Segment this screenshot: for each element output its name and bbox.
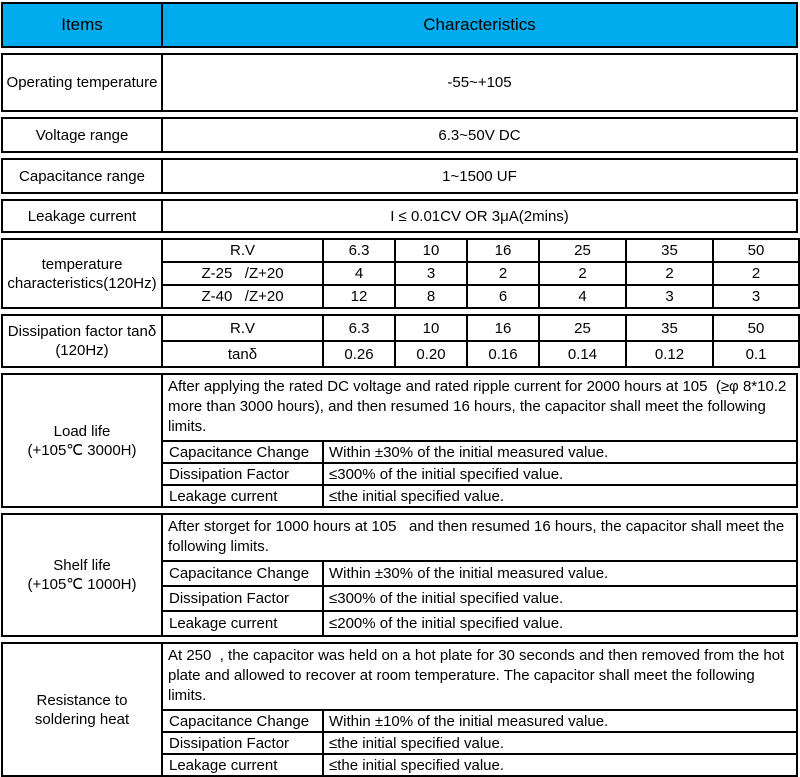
section-label-line2: (+105℃ 3000H): [27, 441, 137, 459]
grid-cell: 35: [626, 239, 713, 262]
test-description: After applying the rated DC voltage and rated ripple current for 2000 hours at 105 (≥φ 8*10.2 more than 3000 hours), and then resumed 16 hours, the capacitor shall meet the following limits.: [162, 374, 797, 441]
grid-cell: 2: [713, 262, 799, 285]
grid-cell: 2: [467, 262, 539, 285]
section-label-line1: Load life: [53, 422, 111, 440]
limit-value: ≤the initial specified value.: [323, 732, 797, 754]
limit-name: Leakage current: [162, 611, 323, 636]
limit-value: ≤300% of the initial specified value.: [323, 463, 797, 485]
grid-cell: 0.26: [323, 341, 395, 367]
grid-cell: 8: [395, 285, 467, 308]
limit-value: ≤200% of the initial specified value.: [323, 611, 797, 636]
row-leakage-current: [1, 199, 798, 233]
row-value: 6.3~50V DC: [162, 118, 797, 152]
row-label: Leakage current: [2, 200, 162, 232]
grid-cell: 35: [626, 315, 713, 341]
grid-cell: 0.16: [467, 341, 539, 367]
section-load-life: [1, 373, 798, 508]
grid-cell: 6.3: [323, 239, 395, 262]
limit-value: Within ±30% of the initial measured value.: [323, 441, 797, 463]
grid-cell: Z-25 /Z+20: [162, 262, 323, 285]
row-value: 1~1500 UF: [162, 159, 797, 193]
grid-cell: 4: [539, 285, 626, 308]
section-label-line2: (+105℃ 1000H): [27, 576, 137, 593]
grid-cell: R.V: [162, 239, 323, 262]
section-label-line1: Dissipation factor tanδ: [7, 323, 157, 340]
grid-cell: R.V: [162, 315, 323, 341]
row-label: Voltage range: [2, 118, 162, 152]
row-voltage-range: [1, 117, 798, 153]
section-label: [2, 514, 162, 636]
grid-cell: 3: [395, 262, 467, 285]
section-label-line2: (120Hz): [55, 342, 109, 359]
grid-cell: 0.14: [539, 341, 626, 367]
limit-value: ≤the initial specified value.: [323, 485, 797, 507]
grid-cell: 0.12: [626, 341, 713, 367]
items-header: Items: [2, 3, 162, 47]
grid-cell: 50: [713, 315, 799, 341]
section-soldering-heat: [1, 642, 798, 777]
section-label: [2, 643, 162, 776]
test-description: At 250 , the capacitor was held on a hot plate for 30 seconds and then removed from the hot plate and allowed to recover at room temperature. The capacitor shall meet the following limits.: [162, 643, 797, 710]
section-label: [2, 239, 162, 308]
grid-cell: tanδ: [162, 341, 323, 367]
limit-name: Dissipation Factor: [162, 463, 323, 485]
row-capacitance-range: [1, 158, 798, 194]
grid-cell: 12: [323, 285, 395, 308]
limit-value: Within ±30% of the initial measured value.: [323, 561, 797, 586]
section-temperature-characteristics: [1, 238, 800, 309]
section-dissipation-factor: [1, 314, 800, 368]
section-shelf-life: [1, 513, 798, 637]
grid-cell: 2: [626, 262, 713, 285]
row-value: I ≤ 0.01CV OR 3μA(2mins): [162, 200, 797, 232]
limit-name: Dissipation Factor: [162, 586, 323, 611]
grid-cell: 16: [467, 239, 539, 262]
limit-name: Leakage current: [162, 754, 323, 776]
section-label-line2: soldering heat: [34, 710, 130, 728]
header-row: [1, 2, 798, 48]
section-label-line1: Shelf life: [53, 557, 111, 574]
grid-cell: 10: [395, 239, 467, 262]
limit-name: Dissipation Factor: [162, 732, 323, 754]
characteristics-header: Characteristics: [162, 3, 797, 47]
row-operating-temperature: [1, 53, 798, 112]
grid-cell: 2: [539, 262, 626, 285]
row-label: Operating temperature: [2, 54, 162, 111]
grid-cell: 25: [539, 315, 626, 341]
row-label: Capacitance range: [2, 159, 162, 193]
section-label-line1: Resistance to: [36, 691, 128, 709]
grid-cell: 3: [626, 285, 713, 308]
section-label: [2, 374, 162, 507]
limit-name: Capacitance Change: [162, 710, 323, 732]
limit-name: Leakage current: [162, 485, 323, 507]
test-description: After storget for 1000 hours at 105 and then resumed 16 hours, the capacitor shall meet the following limits.: [162, 514, 797, 561]
grid-cell: 16: [467, 315, 539, 341]
grid-cell: 3: [713, 285, 799, 308]
section-label-line1: temperature: [41, 255, 123, 273]
limit-value: ≤300% of the initial specified value.: [323, 586, 797, 611]
grid-cell: 0.20: [395, 341, 467, 367]
limit-name: Capacitance Change: [162, 561, 323, 586]
row-value: -55~+105: [162, 54, 797, 111]
grid-cell: 25: [539, 239, 626, 262]
grid-cell: 6.3: [323, 315, 395, 341]
grid-cell: 4: [323, 262, 395, 285]
grid-cell: 50: [713, 239, 799, 262]
limit-value: Within ±10% of the initial measured value.: [323, 710, 797, 732]
grid-cell: Z-40 /Z+20: [162, 285, 323, 308]
section-label: [2, 315, 162, 367]
grid-cell: 0.1: [713, 341, 799, 367]
limit-name: Capacitance Change: [162, 441, 323, 463]
grid-cell: 6: [467, 285, 539, 308]
section-label-line2: characteristics(120Hz): [7, 274, 157, 292]
grid-cell: 10: [395, 315, 467, 341]
limit-value: ≤the initial specified value.: [323, 754, 797, 776]
